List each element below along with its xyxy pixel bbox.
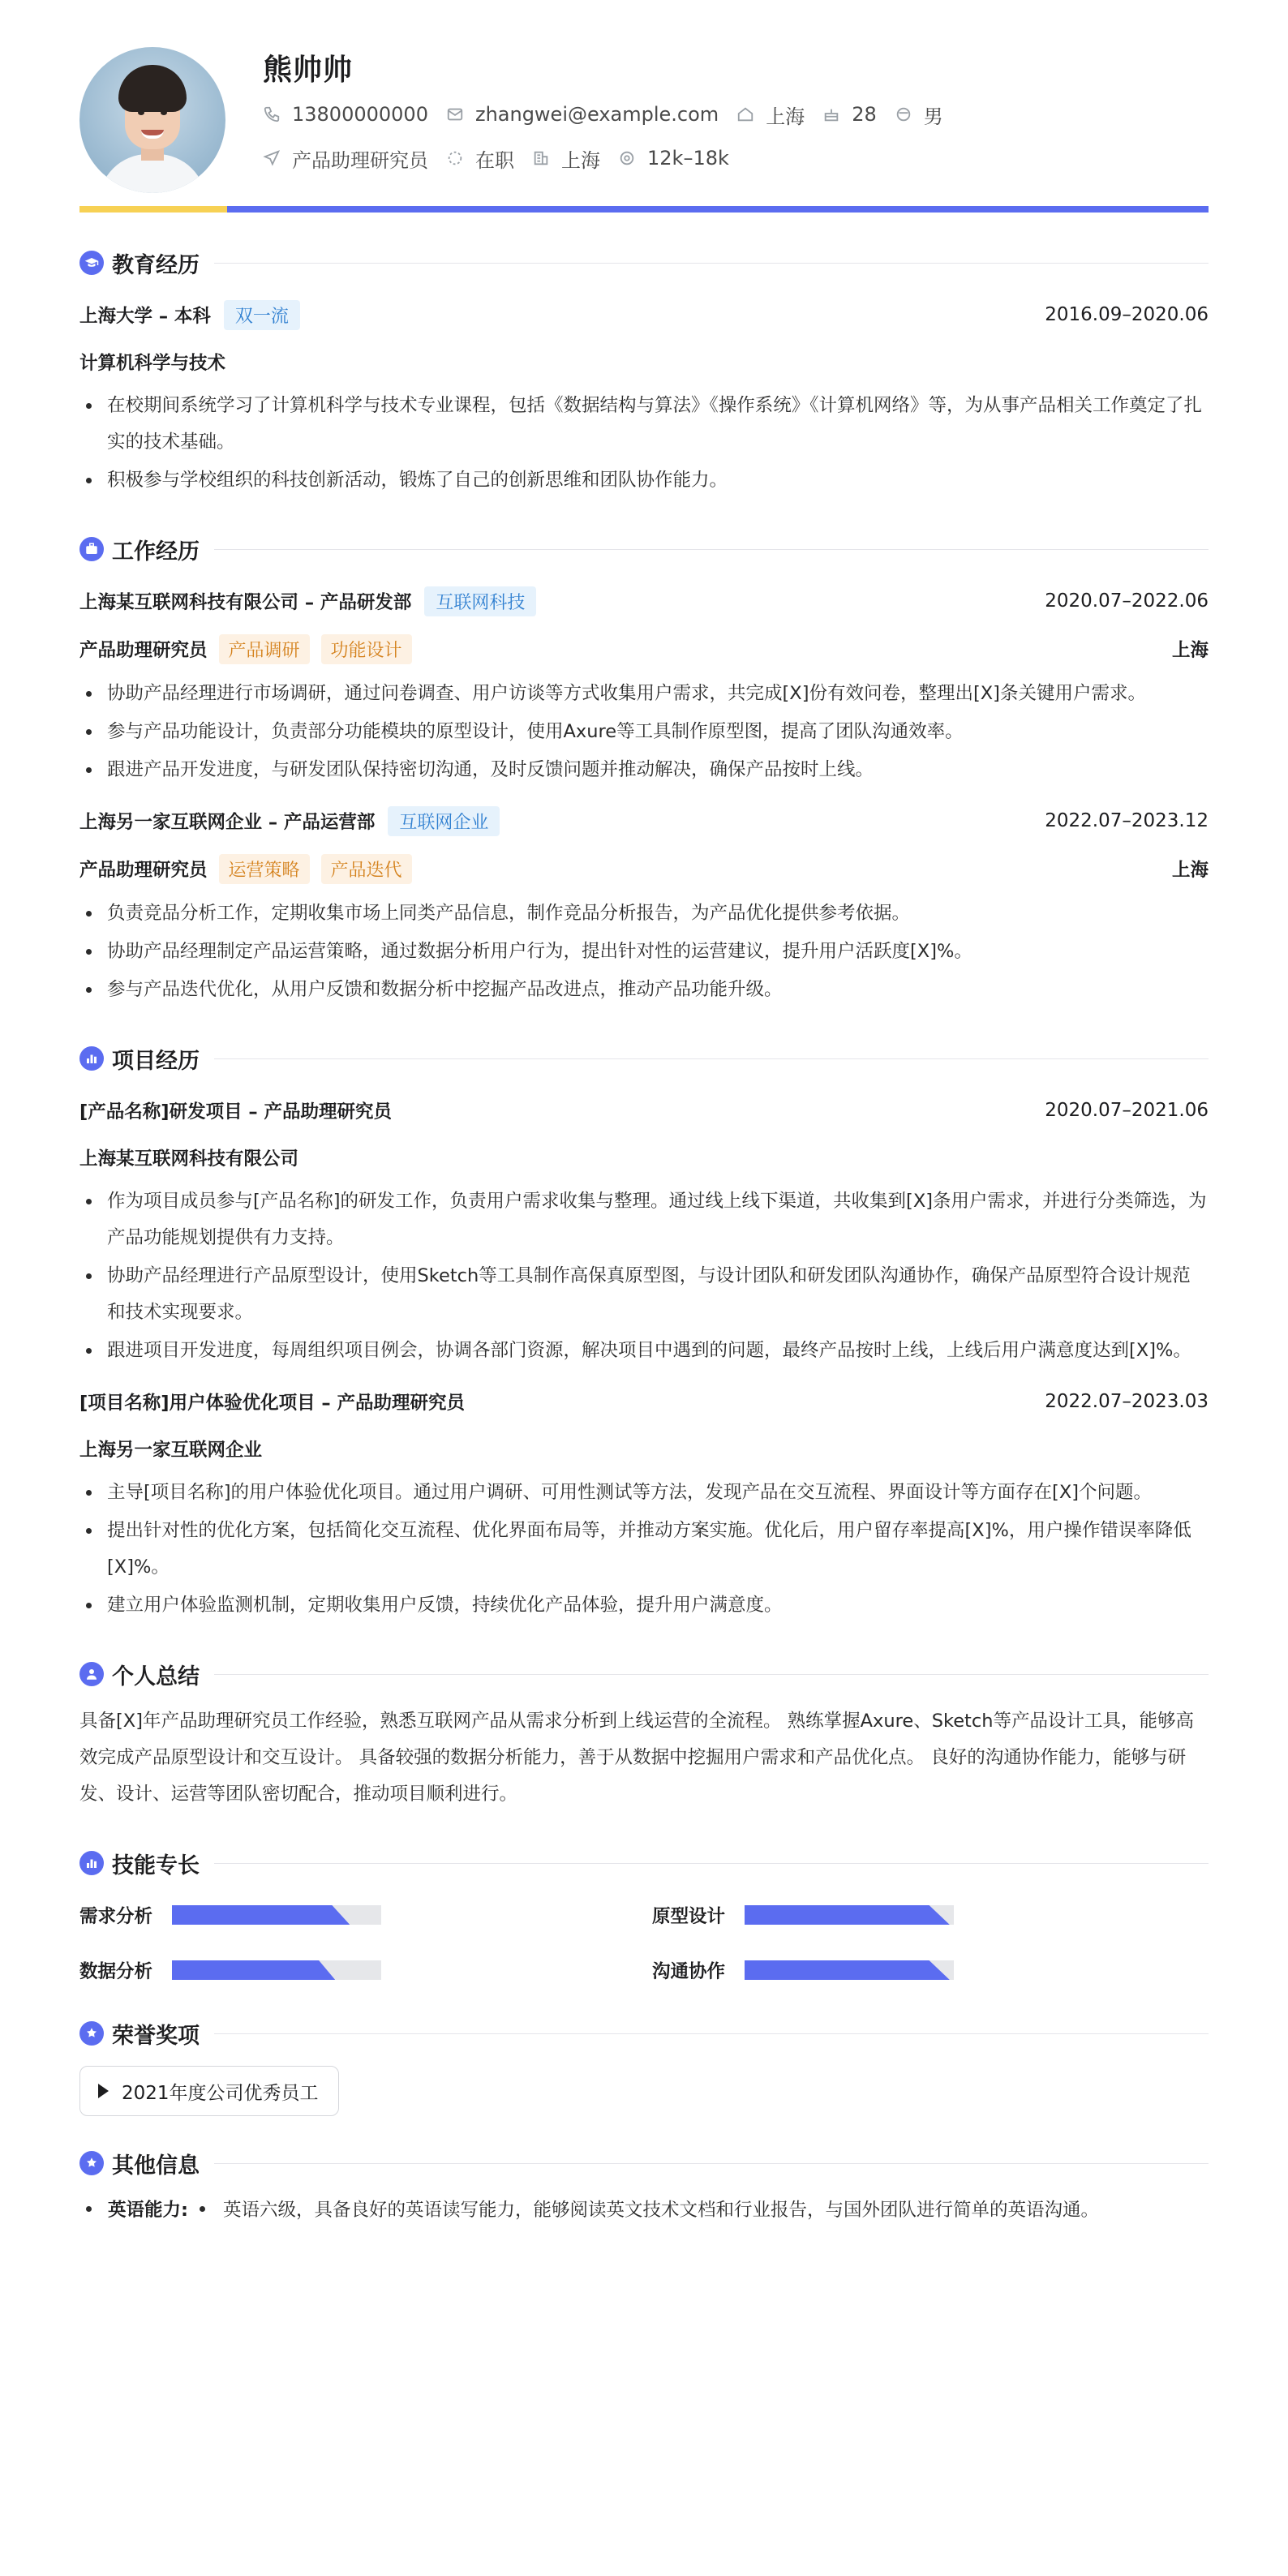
education-date: 2016.09–2020.06 [1045, 304, 1209, 325]
skill-bar [745, 1905, 954, 1925]
section-honors [79, 2016, 1209, 2051]
section-projects [79, 1041, 1209, 1076]
skill-item [652, 1947, 1225, 1993]
skill-name: 原型设计 [652, 1906, 726, 1927]
play-icon [98, 2084, 109, 2098]
project-bullets [79, 1183, 1209, 1369]
section-title: 个人总结 [112, 1664, 200, 1689]
section-title: 项目经历 [112, 1048, 200, 1074]
send-icon [263, 149, 281, 167]
skill-item [652, 1892, 1225, 1938]
skills-grid [79, 1892, 1209, 1993]
role-name: 产品助理研究员 [79, 860, 208, 881]
company-name: 上海某互联网科技有限公司 – 产品研发部 [79, 592, 412, 613]
job-date: 2022.07–2023.12 [1045, 810, 1209, 831]
education-bullets [79, 388, 1209, 499]
section-skills [79, 1845, 1209, 1881]
project-date: 2022.07–2023.03 [1045, 1391, 1209, 1412]
project-company-row [79, 1426, 1209, 1471]
project-entry [79, 1086, 1209, 1135]
section-title: 其他信息 [112, 2153, 200, 2179]
cake-icon [822, 105, 840, 123]
skill-name: 沟通协作 [652, 1961, 726, 1982]
section-title: 教育经历 [112, 252, 200, 278]
skill-tag: 功能设计 [321, 634, 412, 664]
role-name: 产品助理研究员 [79, 640, 208, 661]
project-entry [79, 1377, 1209, 1426]
list-item: 协助产品经理进行产品原型设计，使用Sketch等工具制作高保真原型图，与设计团队和研发团队沟通协作，确保产品原型符合设计规范和技术实现要求。 [79, 1258, 1209, 1331]
list-item: 负责竞品分析工作，定期收集市场上同类产品信息，制作竞品分析报告，为产品优化提供参考依据。 [79, 895, 1209, 932]
project-company: 上海另一家互联网企业 [79, 1440, 263, 1461]
project-name: [项目名称]用户体验优化项目 – 产品助理研究员 [79, 1393, 465, 1414]
project-bullets [79, 1475, 1209, 1624]
list-item: 参与产品迭代优化，从用户反馈和数据分析中挖掘产品改进点，推动产品功能升级。 [79, 972, 1209, 1008]
job-bullets [79, 895, 1209, 1008]
building-icon [532, 149, 550, 167]
skill-item [79, 1892, 652, 1938]
major-row [79, 339, 1209, 384]
list-item: 积极参与学校组织的科技创新活动，锻炼了自己的创新思维和团队协作能力。 [79, 462, 1209, 499]
major-name: 计算机科学与技术 [79, 353, 226, 374]
skill-bar-fill [172, 1905, 350, 1925]
list-item: 跟进产品开发进度，与研发团队保持密切沟通，及时反馈问题并推动解决，确保产品按时上线。 [79, 752, 1209, 788]
salary-icon [618, 149, 636, 167]
work-city-text: 上海 [561, 148, 600, 172]
award-icon [79, 2151, 104, 2175]
industry-tag: 互联网科技 [424, 586, 536, 616]
bar-chart-icon [79, 1046, 104, 1071]
skill-tag: 运营策略 [219, 854, 310, 884]
mail-icon [446, 105, 464, 123]
honor-text: 2021年度公司优秀员工 [122, 2082, 319, 2104]
skill-name: 需求分析 [79, 1906, 153, 1927]
home-icon [736, 105, 754, 123]
list-item: 协助产品经理制定产品运营策略，通过数据分析用户行为，提出针对性的运营建议，提升用户活跃度[X]%。 [79, 934, 1209, 970]
job-location: 上海 [1171, 860, 1209, 881]
list-item: 主导[项目名称]的用户体验优化项目。通过用户调研、可用性测试等方法，发现产品在交互流程、界面设计等方面存在[X]个问题。 [79, 1475, 1209, 1511]
phone-text: 13800000000 [292, 103, 428, 126]
role-row [79, 625, 1209, 672]
briefcase-icon [79, 537, 104, 561]
age-text: 28 [852, 103, 877, 126]
contact-info [263, 47, 961, 180]
section-title: 工作经历 [112, 539, 200, 565]
school-tag: 双一流 [224, 300, 300, 330]
bar-chart-icon [79, 1851, 104, 1875]
other-key: 英语能力: [108, 2200, 188, 2221]
email-text: zhangwei@example.com [474, 103, 719, 126]
status-text: 在职 [475, 148, 514, 172]
job-date: 2020.07–2022.06 [1045, 590, 1209, 612]
award-icon [79, 2021, 104, 2046]
skill-bar-fill [745, 1905, 950, 1925]
job-entry [79, 796, 1209, 845]
section-summary [79, 1656, 1209, 1692]
education-entry [79, 290, 1209, 339]
status-icon [446, 149, 464, 167]
job-entry [79, 577, 1209, 625]
list-item: 作为项目成员参与[产品名称]的研发工作，负责用户需求收集与整理。通过线上线下渠道，共收集到[X]条用户需求，并进行分类筛选，为产品功能规划提供有力支持。 [79, 1183, 1209, 1256]
salary-text: 12k–18k [647, 147, 729, 170]
section-work [79, 531, 1209, 567]
project-name: [产品名称]研发项目 – 产品助理研究员 [79, 1101, 392, 1123]
skill-tag: 产品迭代 [321, 854, 412, 884]
project-company: 上海某互联网科技有限公司 [79, 1148, 299, 1170]
industry-tag: 互联网企业 [388, 806, 500, 836]
role-row [79, 845, 1209, 892]
project-date: 2020.07–2021.06 [1045, 1100, 1209, 1121]
skill-tag: 产品调研 [219, 634, 310, 664]
job-location: 上海 [1171, 640, 1209, 661]
list-item: 在校期间系统学习了计算机科学与技术专业课程，包括《数据结构与算法》《操作系统》《计算机网络》等，为从事产品相关工作奠定了扎实的技术基础。 [79, 388, 1209, 461]
position-text: 产品助理研究员 [292, 148, 428, 172]
gender-text: 男 [923, 105, 943, 128]
header-divider [79, 206, 1209, 213]
skill-name: 数据分析 [79, 1961, 153, 1982]
list-item: 建立用户体验监测机制，定期收集用户反馈，持续优化产品体验，提升用户满意度。 [79, 1587, 1209, 1624]
other-value: 英语六级，具备良好的英语读写能力，能够阅读英文技术文档和行业报告，与国外团队进行简单的英语沟通。 [223, 2200, 1100, 2221]
list-item: 协助产品经理进行市场调研，通过问卷调查、用户访谈等方式收集用户需求，共完成[X]份有效问卷，整理出[X]条关键用户需求。 [79, 676, 1209, 712]
city-text: 上海 [766, 105, 805, 128]
phone-icon [263, 105, 281, 123]
list-item: 提出针对性的优化方案，包括简化交互流程、优化界面布局等，并推动方案实施。优化后，用户留存率提高[X]%，用户操作错误率降低[X]%。 [79, 1513, 1209, 1586]
job-bullets [79, 676, 1209, 788]
list-item: 跟进项目开发进度，每周组织项目例会，协调各部门资源，解决项目中遇到的问题，最终产品按时上线，上线后用户满意度达到[X]%。 [79, 1333, 1209, 1369]
job-row [263, 136, 961, 180]
user-icon [79, 1662, 104, 1686]
skill-bar-fill [172, 1960, 335, 1980]
skill-item [79, 1947, 652, 1993]
other-item [79, 2196, 1209, 2222]
skill-bar-fill [745, 1960, 950, 1980]
honor-item [79, 2066, 339, 2116]
summary-text: 具备[X]年产品助理研究员工作经验，熟悉互联网产品从需求分析到上线运营的全流程。 熟练掌握Axure、Sketch等产品设计工具，能够高效完成产品原型设计和交互设计。 具备较强的数据分析能力，善于从数据中挖掘用户需求和产品优化点。 良好的沟通协作能力，能够与研发、设计、运营等团队密切配合，推动项目顺利进行。 [79, 1711, 1194, 1805]
skill-bar [172, 1960, 381, 1980]
project-company-row [79, 1135, 1209, 1180]
school-name: 上海大学 – 本科 [79, 306, 211, 327]
section-title: 荣誉奖项 [112, 2023, 200, 2049]
section-other [79, 2145, 1209, 2181]
graduation-cap-icon [79, 251, 104, 275]
skill-bar [745, 1960, 954, 1980]
contact-row [263, 92, 961, 136]
candidate-name: 熊帅帅 [263, 54, 354, 87]
resume-header [79, 47, 1209, 201]
gender-icon [895, 105, 912, 123]
avatar [79, 47, 225, 193]
skill-bar [172, 1905, 381, 1925]
section-education [79, 245, 1209, 281]
company-name: 上海另一家互联网企业 – 产品运营部 [79, 812, 376, 833]
list-item: 参与产品功能设计，负责部分功能模块的原型设计，使用Axure等工具制作原型图，提高了团队沟通效率。 [79, 714, 1209, 750]
section-title: 技能专长 [112, 1853, 200, 1878]
